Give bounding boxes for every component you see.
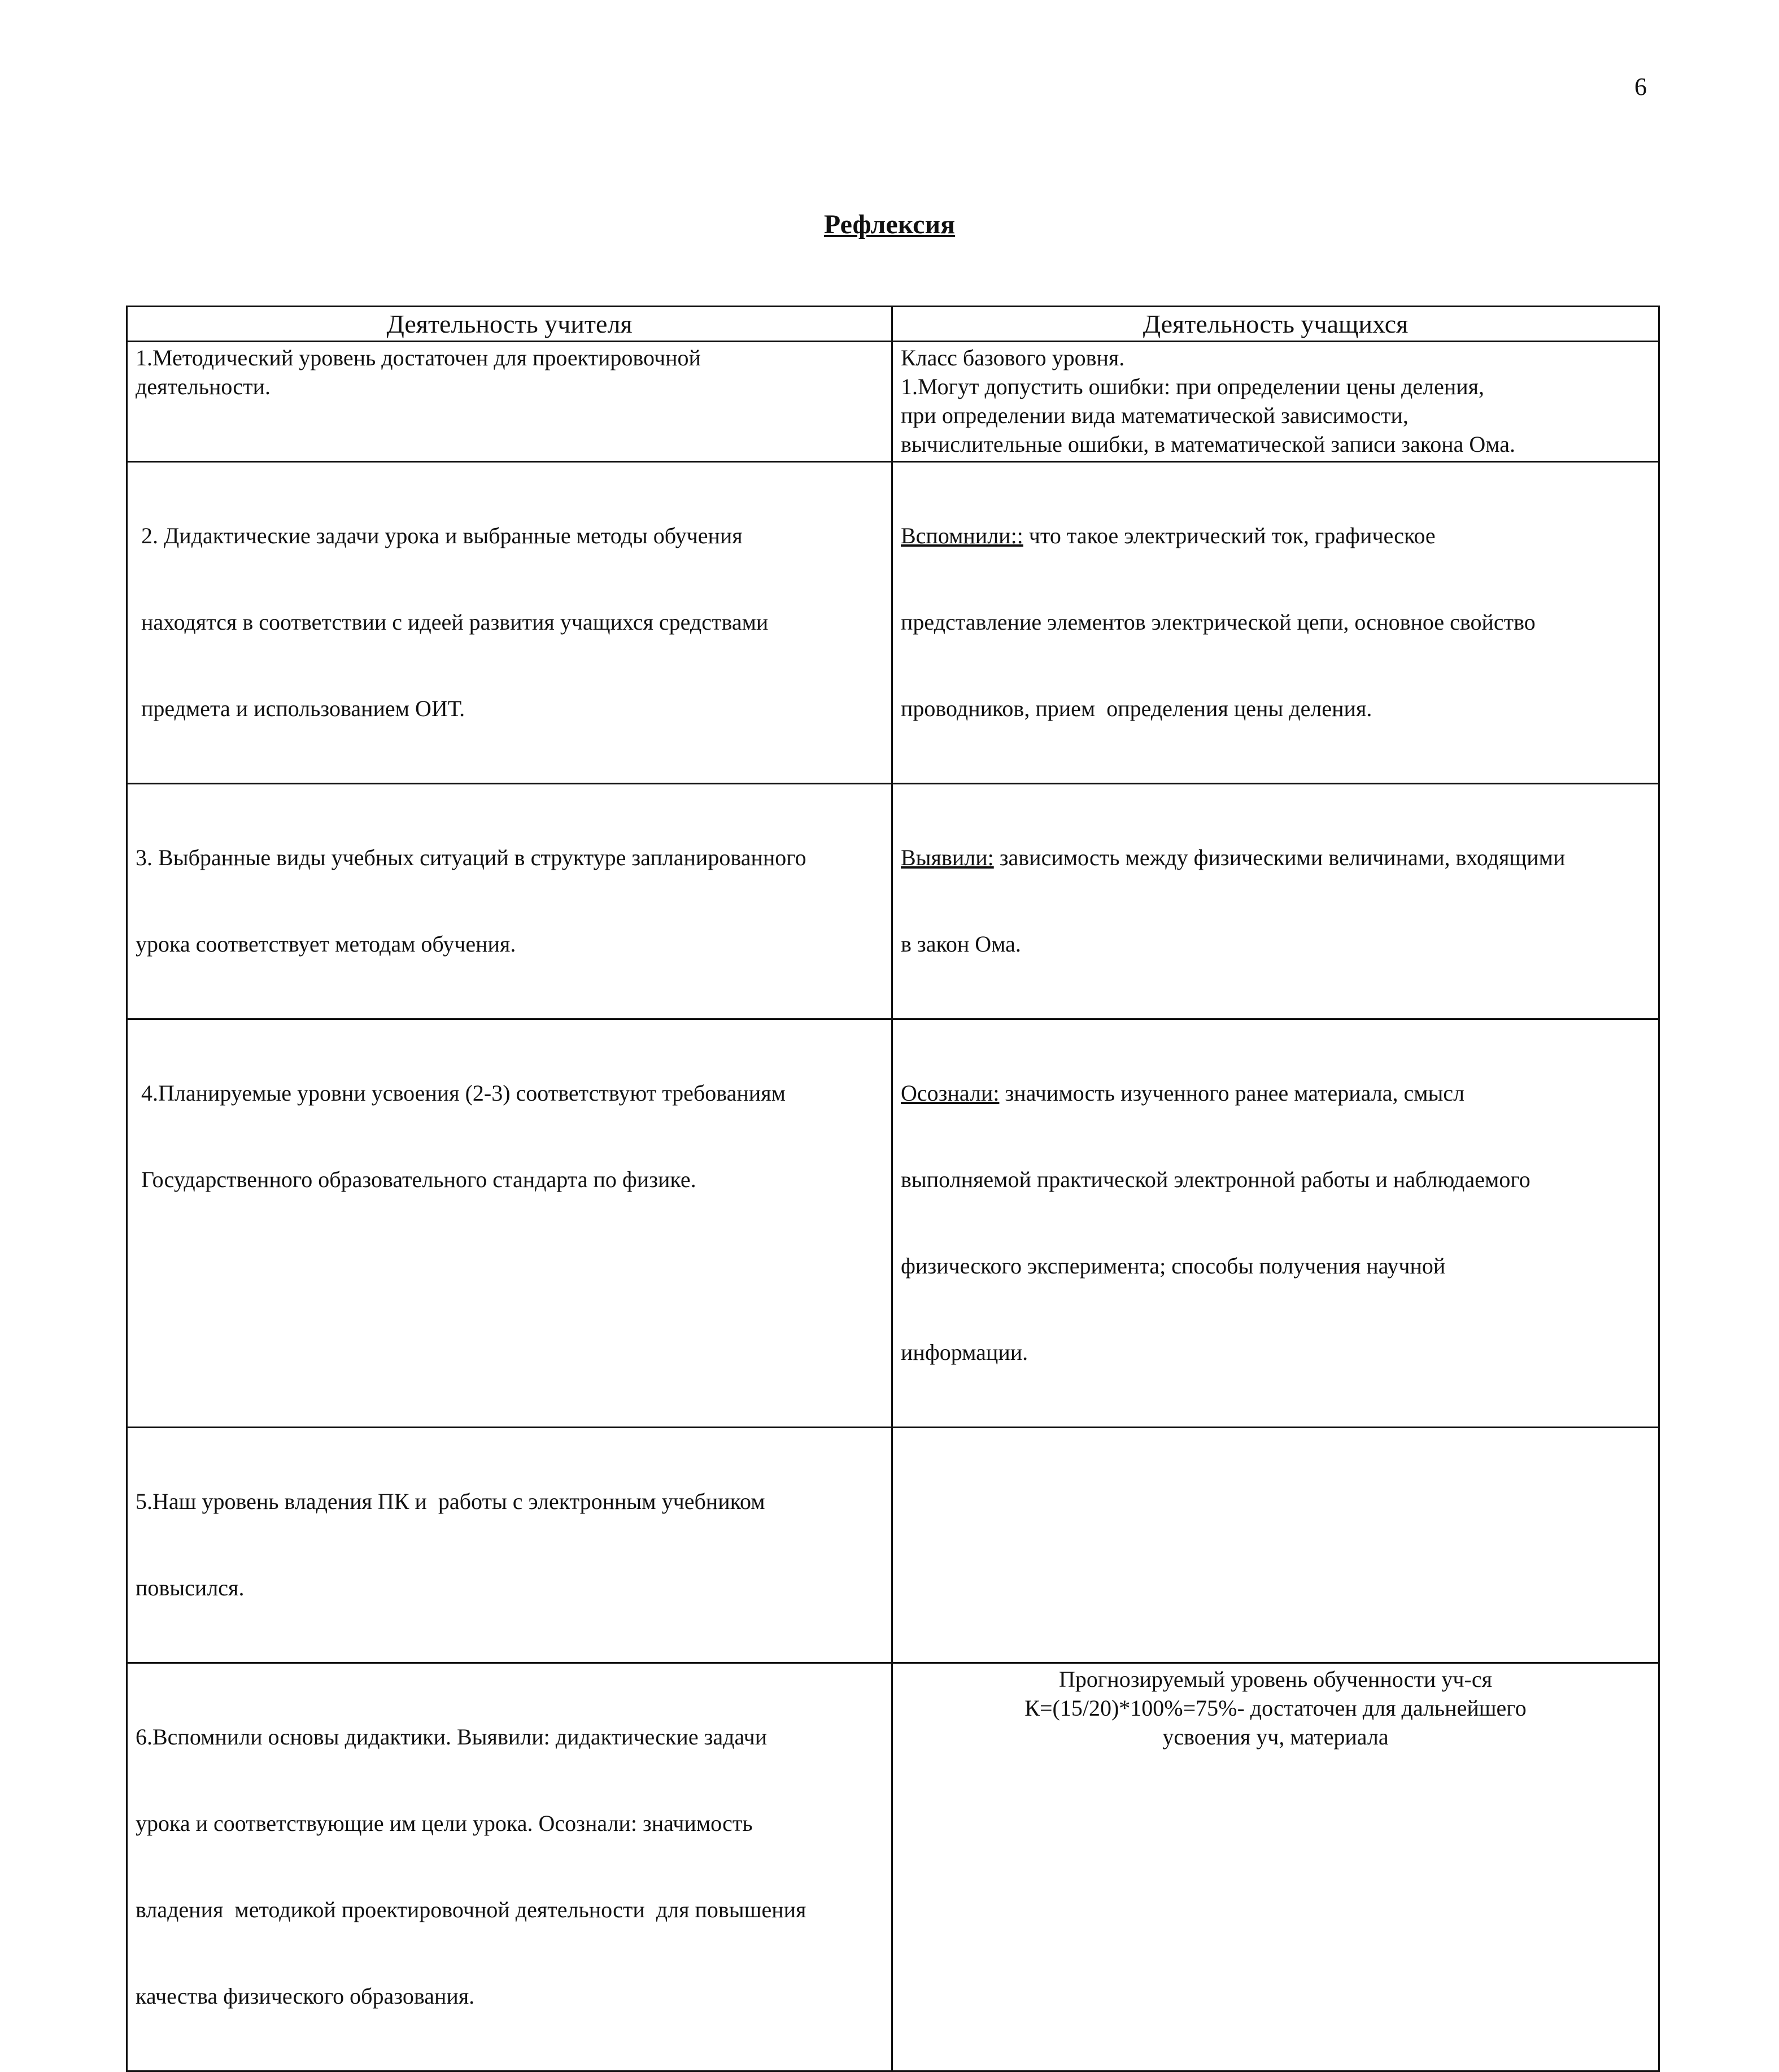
table-row <box>127 1428 1659 1663</box>
teacher-cell <box>127 342 892 462</box>
cell-line: 6.Вспомнили основы дидактики. Выявили: дидактические задачи <box>136 1724 768 1750</box>
label-remembered: Вспомнили:: <box>901 523 1023 548</box>
cell-line: Класс базового уровня. <box>901 345 1125 370</box>
cell-line: повысился. <box>136 1575 245 1600</box>
teacher-cell <box>127 1428 892 1663</box>
student-cell <box>892 462 1659 784</box>
header-student-activity: Деятельность учащихся <box>892 307 1659 342</box>
page-title: Рефлексия <box>823 210 956 239</box>
student-cell <box>892 342 1659 462</box>
teacher-cell <box>127 1019 892 1428</box>
table-row <box>127 1019 1659 1428</box>
cell-line: при определении вида математической зависимости, <box>901 403 1409 428</box>
page-number: 6 <box>1634 73 1647 101</box>
student-cell <box>892 784 1659 1019</box>
cell-line: проводников, прием определения цены деления. <box>901 696 1372 721</box>
cell-line: 3. Выбранные виды учебных ситуаций в структуре запланированного <box>136 845 806 870</box>
table-header-row <box>127 307 1659 342</box>
teacher-cell <box>127 462 892 784</box>
label-revealed: Выявили: <box>901 845 994 870</box>
cell-line: 1.Могут допустить ошибки: при определении цены деления, <box>901 374 1485 399</box>
cell-text: значимость изученного ранее материала, смысл <box>999 1080 1465 1106</box>
cell-text: зависимость между физическими величинами, входящими <box>993 845 1566 870</box>
cell-line: 4.Планируемые уровни усвоения (2-3) соответствуют требованиям <box>136 1080 786 1106</box>
forecast-line: Прогнозируемый уровень обученности уч-ся <box>1059 1667 1492 1692</box>
cell-line: урока и соответствующие им цели урока. Осознали: значимость <box>136 1811 753 1836</box>
table-row <box>127 784 1659 1019</box>
table-row <box>127 1663 1659 2071</box>
cell-line: предмета и использованием ОИТ. <box>136 696 465 721</box>
cell-line: качества физического образования. <box>136 1983 475 2009</box>
cell-line: урока соответствует методам обучения. <box>136 931 516 957</box>
cell-line: физического эксперимента; способы получения научной <box>901 1253 1446 1279</box>
cell-line: в закон Ома. <box>901 931 1021 957</box>
header-teacher-activity: Деятельность учителя <box>127 307 892 342</box>
reflection-table <box>126 306 1660 2072</box>
cell-line: выполняемой практической электронной работы и наблюдаемого <box>901 1167 1531 1192</box>
teacher-cell <box>127 1663 892 2071</box>
label-realized: Осознали: <box>901 1080 1000 1106</box>
cell-line: 1.Методический уровень достаточен для проектировочной <box>136 345 701 370</box>
forecast-line: К=(15/20)*100%=75%- достаточен для дальнейшего <box>1024 1695 1527 1721</box>
cell-line: Государственного образовательного стандарта по физике. <box>136 1167 696 1192</box>
cell-line: информации. <box>901 1340 1028 1365</box>
cell-line: 2. Дидактические задачи урока и выбранные методы обучения <box>136 523 743 548</box>
cell-line: 5.Наш уровень владения ПК и работы с электронным учебником <box>136 1489 765 1514</box>
teacher-cell <box>127 784 892 1019</box>
cell-line: владения методикой проектировочной деятельности для повышения <box>136 1897 806 1922</box>
student-cell-empty <box>892 1428 1659 1663</box>
forecast-cell <box>892 1663 1659 2071</box>
cell-text: что такое электрический ток, графическое <box>1023 523 1436 548</box>
table-row <box>127 342 1659 462</box>
table-row <box>127 462 1659 784</box>
cell-line: представление элементов электрической цепи, основное свойство <box>901 609 1536 635</box>
cell-line: вычислительные ошибки, в математической записи закона Ома. <box>901 431 1516 457</box>
cell-line: деятельности. <box>136 374 271 399</box>
student-cell <box>892 1019 1659 1428</box>
cell-line: находятся в соответствии с идеей развития учащихся средствами <box>136 609 769 635</box>
forecast-line: усвоения уч, материала <box>1162 1724 1389 1750</box>
